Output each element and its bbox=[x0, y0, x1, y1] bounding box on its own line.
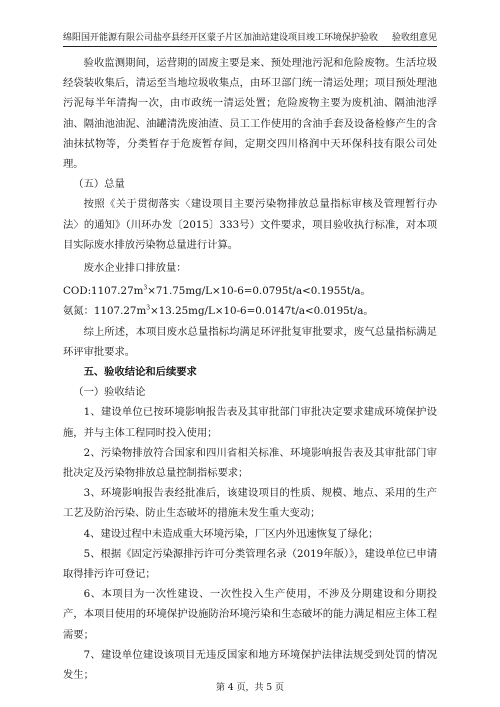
paragraph-total-conclusion: 综上所述，本项目废水总量指标均满足环评批复审批要求，废气总量指标满足环评审批要求。 bbox=[63, 325, 437, 358]
heading-acceptance-conclusion: （一）验收结论 bbox=[73, 386, 146, 399]
conclusion-item-4: 4、建设过程中未造成重大环境污染，厂区内外迅速恢复了绿化； bbox=[83, 527, 379, 540]
formula-cod-start: COD:1107.27m bbox=[63, 285, 144, 298]
formula-ammonia-end: ×13.25mg/L×10-6=0.0147t/a<0.0195t/a。 bbox=[150, 305, 374, 318]
document-body bbox=[63, 53, 437, 685]
conclusion-item-7: 7、建设单位建设该项目无违反国家和地方环境保护法律法规受到处罚的情况发生； bbox=[63, 648, 437, 682]
header-project-title: 绵阳国开能源有限公司盐亭县经开区蒙子片区加油站建设项目竣工环境保护验收 bbox=[63, 33, 379, 43]
heading-section-five: 五、验收结论和后续要求 bbox=[83, 366, 197, 379]
conclusion-item-2: 2、污染物排放符合国家和四川省相关标准、环境影响报告表及其审批部门审批决定及污染物排放总量控制指标要求； bbox=[63, 446, 437, 480]
paragraph-total-basis: 按照《关于贯彻落实〈建设项目主要污染物排放总量指标审核及管理暂行办法〉的通知》（川环办发〔2015〕333号）文件要求，项目验收执行标准，对本项目实际废水排放污染物总量进行计算。 bbox=[63, 198, 437, 251]
formula-cod bbox=[63, 281, 437, 301]
page-footer: 第 4 页，共 5 页 bbox=[216, 683, 284, 693]
paragraph-wastewater-discharge: 废水企业排口排放量： bbox=[83, 262, 187, 275]
conclusion-item-1: 1、建设单位已按环境影响报告表及其审批部门审批决定要求建成环境保护设施，并与主体工程同时投入使用； bbox=[63, 406, 437, 439]
formula-ammonia bbox=[63, 301, 437, 321]
heading-total-amount: （五）总量 bbox=[73, 178, 125, 191]
formula-ammonia-start: 氨氮：1107.27m bbox=[63, 305, 147, 318]
formula-ammonia-exponent: 3 bbox=[146, 305, 151, 313]
formula-cod-end: ×71.75mg/L×10-6=0.0795t/a<0.1955t/a。 bbox=[147, 285, 371, 298]
conclusion-item-5: 5、根据《固定污染源排污许可分类管理名录（2019年版）》，建设单位已申请取得排污许可登记； bbox=[63, 547, 437, 581]
formula-cod-exponent: 3 bbox=[143, 284, 148, 292]
conclusion-item-3: 3、环境影响报告表经批准后，该建设项目的性质、规模、地点、采用的生产工艺及防治污染、防止生态破坏的措施未发生重大变动； bbox=[63, 487, 437, 520]
page-header bbox=[63, 30, 437, 47]
header-section-label: 验收组意见 bbox=[391, 33, 437, 43]
paragraph-solid-waste: 验收监测期间，运营期的固废主要是来、预处理池污泥和危险废物。生活垃圾经袋装收集后，清运至当地垃圾收集点，由环卫部门统一清运处理；项目预处理池污泥每半年清掏一次，由市政统一清运处置；危险废物主要为废机油、隔油池浮油、隔油池油泥、油罐清洗废油渣、员工工作使用的含油手套及设备检修产生的含油抹拭物等，分类暂存于危废暂存间，定期交四川格润中天环保科技有限公司处理。 bbox=[63, 57, 437, 171]
conclusion-item-6: 6、本项目为一次性建设、一次性投入生产使用，不涉及分期建设和分期投产，本项目使用的环境保护设施防治环境污染和生态破坏的能力满足相应主体工程需要； bbox=[63, 588, 437, 641]
